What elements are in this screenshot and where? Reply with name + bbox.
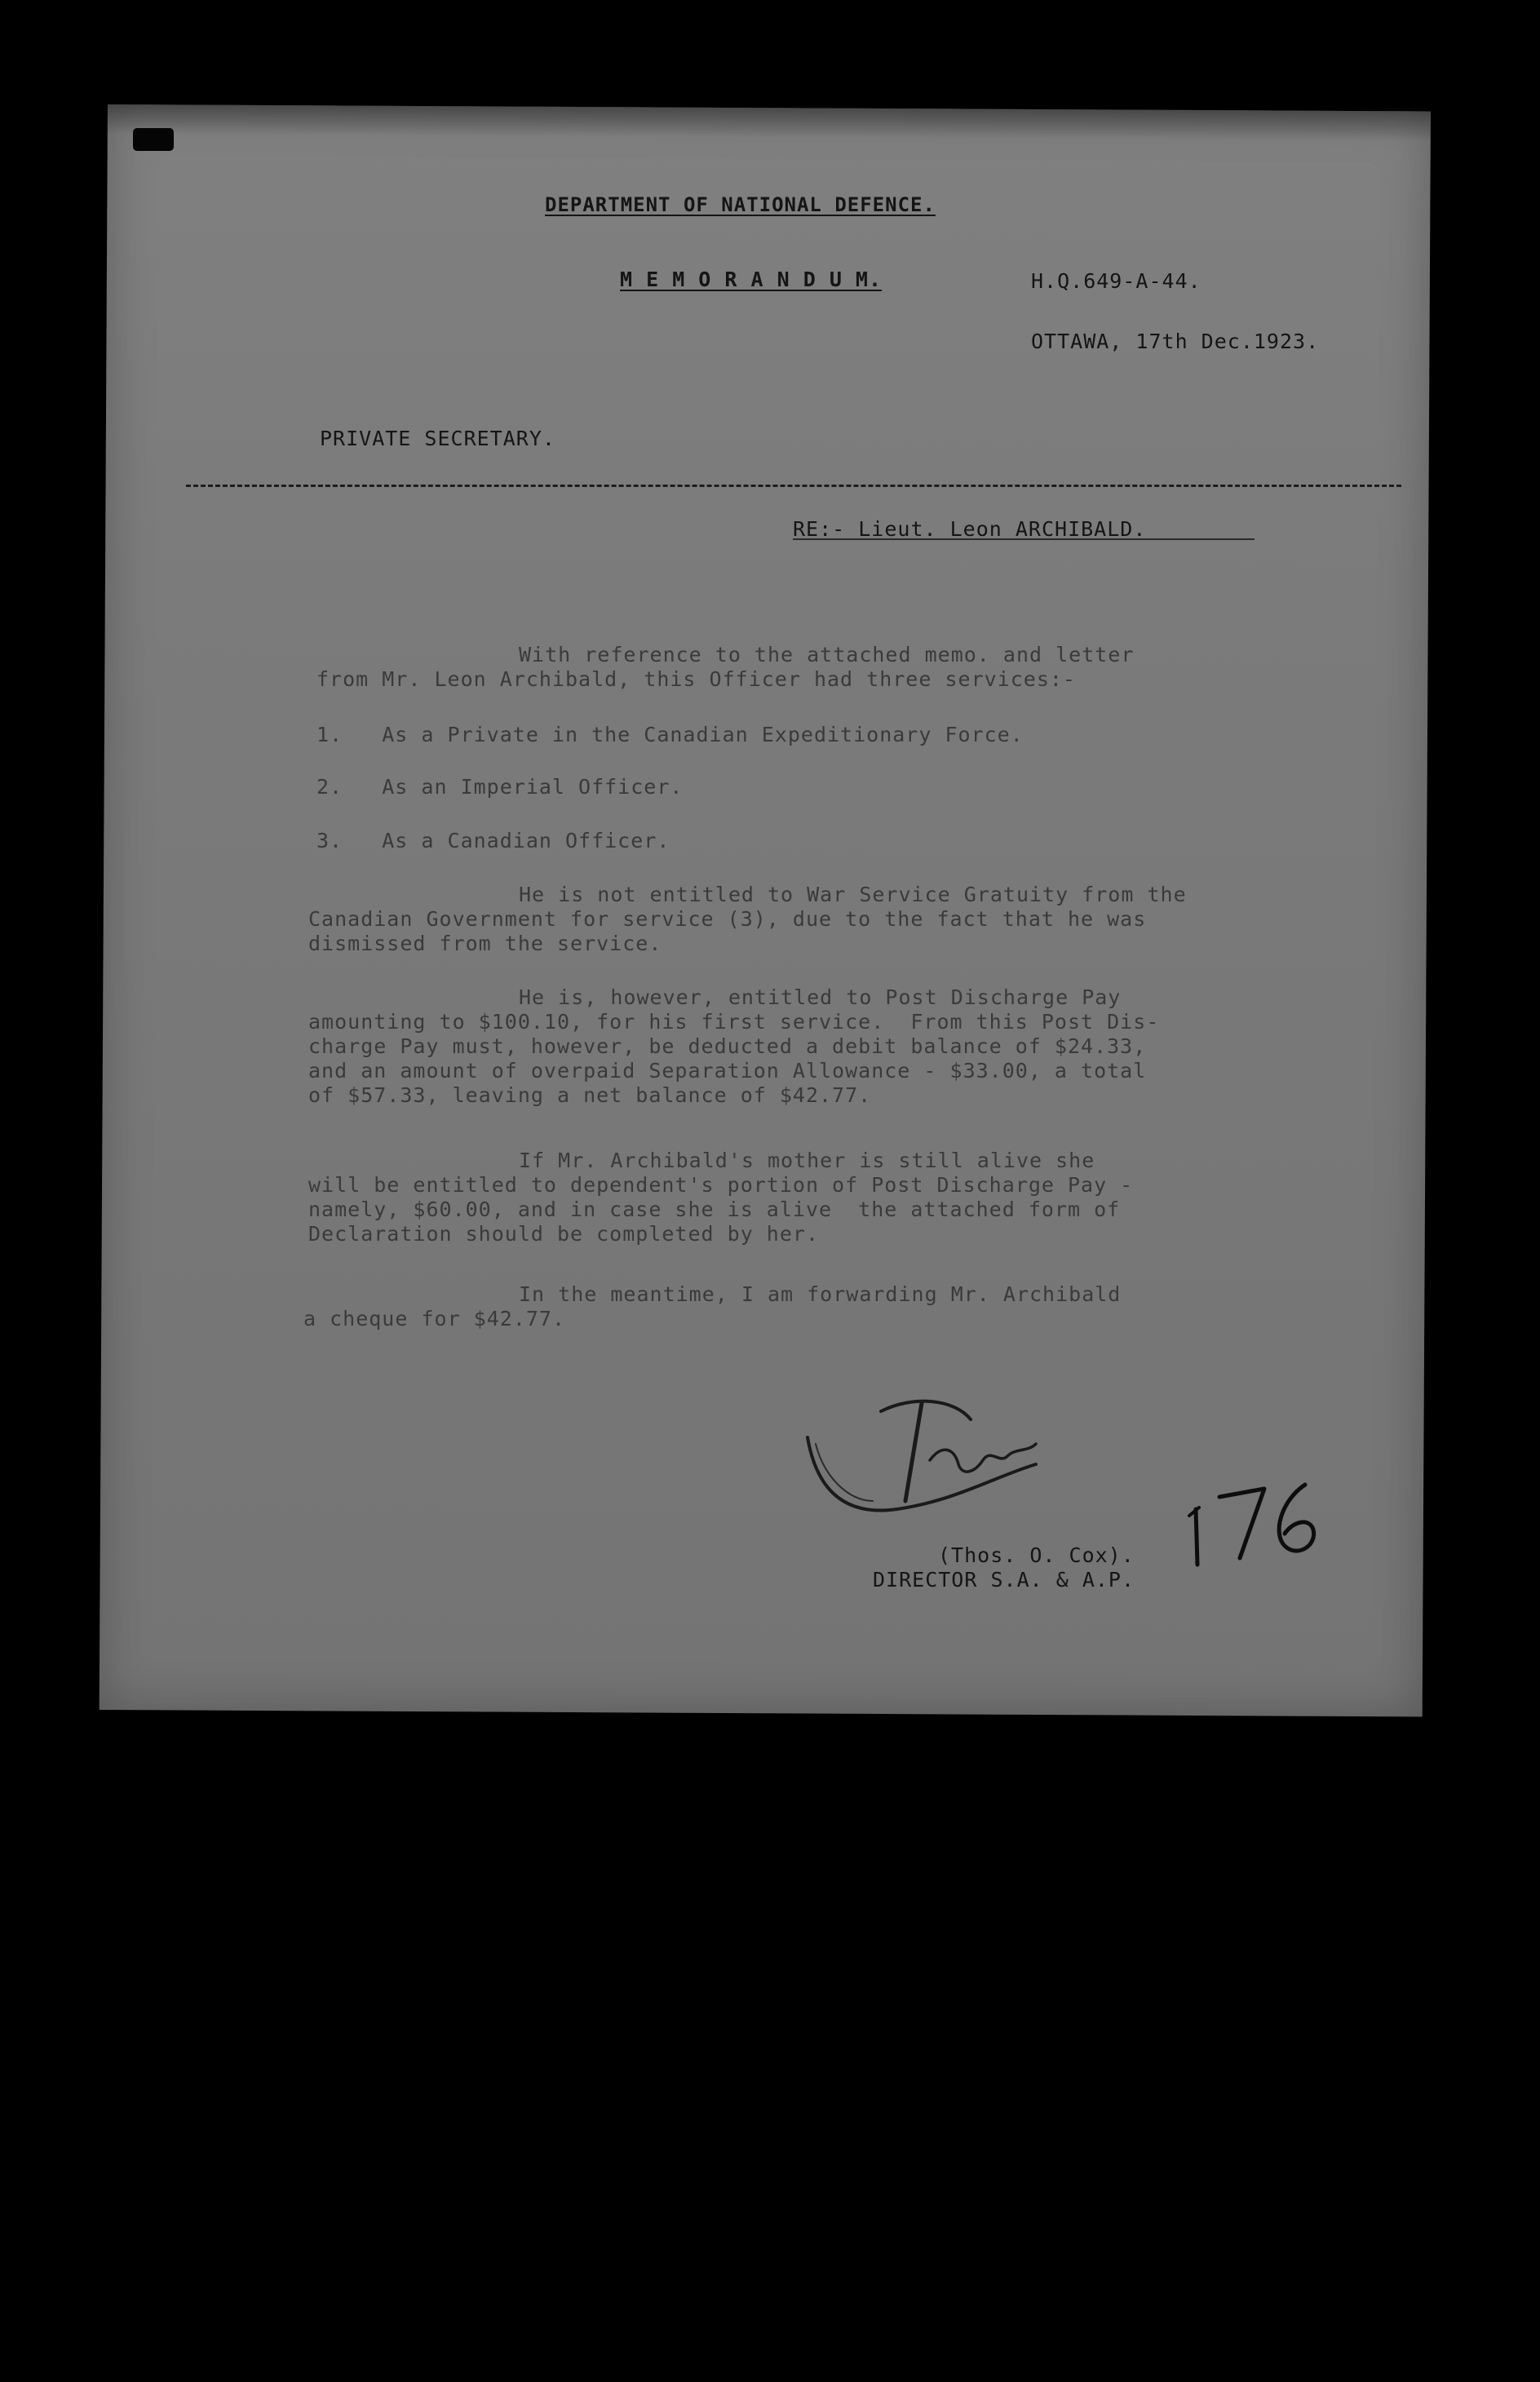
para3-line3: charge Pay must, however, be deducted a debit balance of $24.33, [308, 1034, 1147, 1058]
para2-line1: He is not entitled to War Service Gratuity from the [519, 883, 1187, 906]
page-shadow [108, 104, 1431, 140]
handwritten-signature [791, 1387, 1175, 1525]
separator-rule [186, 485, 1401, 487]
file-reference: H.Q.649-A-44. [1031, 269, 1201, 293]
para5-line2: a cheque for $42.77. [303, 1307, 566, 1330]
place-date: OTTAWA, 17th Dec.1923. [1031, 330, 1320, 353]
para1-line2: from Mr. Leon Archibald, this Officer had three services:- [316, 667, 1076, 691]
para3-line2: amounting to $100.10, for his first service. From this Post Dis- [308, 1010, 1160, 1034]
service-item-1: 1. As a Private in the Canadian Expeditionary Force. [316, 723, 1024, 746]
department-heading: DEPARTMENT OF NATIONAL DEFENCE. [545, 193, 936, 216]
para1-line1: With reference to the attached memo. and letter [519, 643, 1135, 666]
para5-line1: In the meantime, I am forwarding Mr. Archibald [519, 1282, 1122, 1306]
para2-line3: dismissed from the service. [308, 932, 662, 955]
subject-underline [793, 538, 1255, 540]
para4-line2: will be entitled to dependent's portion of Post Discharge Pay - [308, 1173, 1134, 1197]
para2-line2: Canadian Government for service (3), due to the fact that he was [308, 907, 1147, 931]
para3-line4: and an amount of overpaid Separation Allowance - $33.00, a total [308, 1059, 1147, 1083]
service-item-2: 2. As an Imperial Officer. [316, 775, 684, 799]
para3-line5: of $57.33, leaving a net balance of $42.77. [308, 1083, 872, 1107]
signer-title: DIRECTOR S.A. & A.P. [873, 1568, 1135, 1592]
para4-line1: If Mr. Archibald's mother is still alive she [519, 1149, 1095, 1172]
handwritten-page-number [1183, 1468, 1346, 1599]
paper-clip-mark [133, 128, 174, 151]
para3-line1: He is, however, entitled to Post Discharge Pay [519, 985, 1122, 1009]
addressee: PRIVATE SECRETARY. [320, 427, 555, 450]
para4-line3: namely, $60.00, and in case she is alive the attached form of [308, 1198, 1121, 1221]
para4-line4: Declaration should be completed by her. [308, 1222, 819, 1246]
service-item-3: 3. As a Canadian Officer. [316, 829, 670, 852]
memo-title: M E M O R A N D U M. [620, 268, 883, 291]
subject-line: RE:- Lieut. Leon ARCHIBALD. [793, 517, 1147, 541]
signer-name: (Thos. O. Cox). [938, 1543, 1135, 1567]
